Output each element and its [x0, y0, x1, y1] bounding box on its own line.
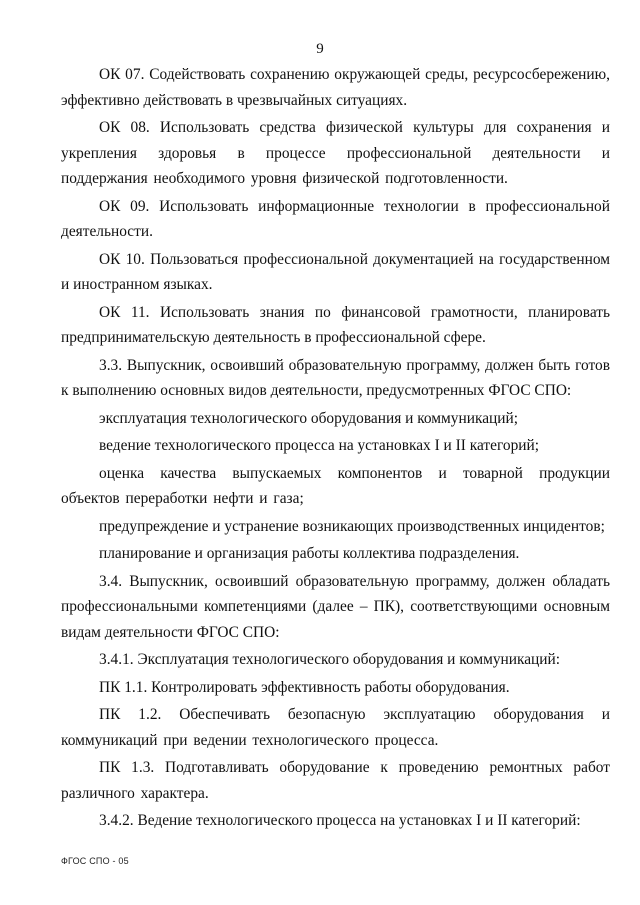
list-item-activity-5: планирование и организация работы коллектива подразделения. [99, 545, 520, 562]
paragraph-pk-1-1: ПК 1.1. Контролировать эффективность работы оборудования. [99, 678, 510, 696]
paragraph-ok-10: ОК 10. Пользоваться профессиональной документацией на государственном и иностранном языках. [61, 250, 610, 293]
paragraph-pk-1-2: ПК 1.2. Обеспечивать безопасную эксплуатацию оборудования и коммуникаций при ведении технологического процесса. [61, 706, 610, 749]
paragraph-3-3: 3.3. Выпускник, освоивший образовательную программу, должен быть готов к выполнению основных видов деятельности, предусмотренных ФГОС СПО: [61, 356, 610, 399]
list-item-activity-4: предупреждение и устранение возникающих производственных инцидентов; [99, 517, 605, 535]
page-number: 9 [316, 41, 324, 57]
document-body [61, 62, 610, 836]
paragraph-ok-11: ОК 11. Использовать знания по финансовой грамотности, планировать предпринимательскую деятельность в профессиональной сфере. [61, 303, 610, 346]
paragraph-ok-07: ОК 07. Содействовать сохранению окружающей среды, ресурсосбережению, эффективно действовать в чрезвычайных ситуациях. [61, 66, 610, 109]
list-item-activity-3: оценка качества выпускаемых компонентов и товарной продукции объектов переработки нефти и газа; [61, 464, 610, 507]
list-item-activity-2: ведение технологического процесса на установках I и II категорий; [99, 437, 540, 454]
paragraph-pk-1-3: ПК 1.3. Подготавливать оборудование к проведению ремонтных работ различного характера. [61, 759, 610, 802]
paragraph-ok-09: ОК 09. Использовать информационные технологии в профессиональной деятельности. [61, 197, 610, 240]
heading-3-4-2: 3.4.2. Ведение технологического процесса на установках I и II категорий: [99, 812, 581, 829]
list-item-activity-1: эксплуатация технологического оборудования и коммуникаций; [99, 409, 519, 427]
paragraph-ok-08: ОК 08. Использовать средства физической культуры для сохранения и укрепления здоровья в процессе профессиональной деятельности и поддержания необходимого уровня физической подготовленности. [61, 119, 610, 187]
footer-document-code: ФГОС СПО - 05 [61, 856, 129, 866]
paragraph-3-4: 3.4. Выпускник, освоивший образовательную программу, должен обладать профессиональными компетенциями (далее – ПК), соответствующими основным видам деятельности ФГОС СПО: [61, 572, 610, 641]
heading-3-4-1: 3.4.1. Эксплуатация технологического оборудования и коммуникаций: [99, 651, 561, 668]
